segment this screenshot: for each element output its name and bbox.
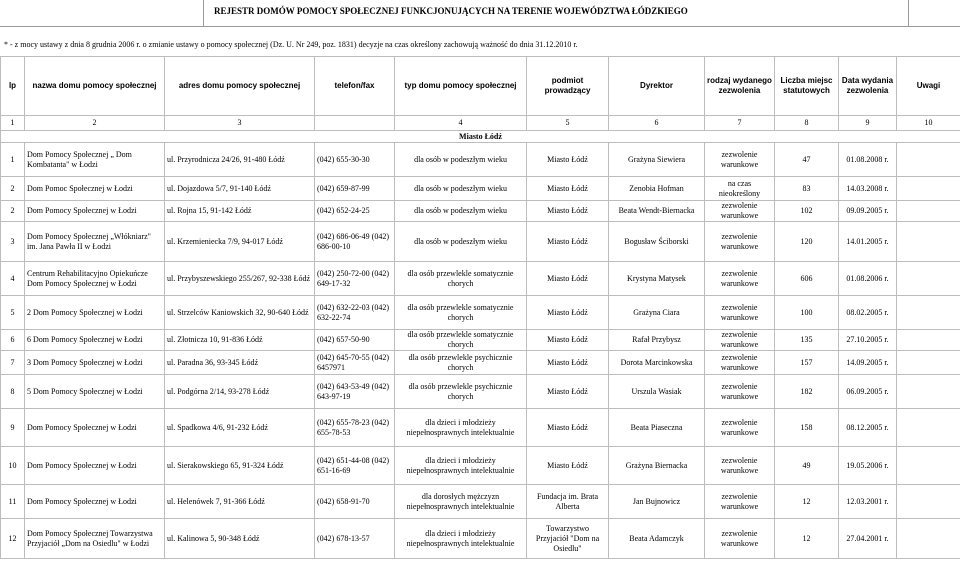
- row-type: dla osób przewlekle somatycznie chorych: [395, 330, 527, 351]
- row-remarks: [897, 519, 960, 559]
- row-type: dla dorosłych mężczyzn niepełnosprawnych intelektualnie: [395, 485, 527, 519]
- row-date: 19.05.2006 r.: [839, 447, 897, 485]
- column-number: 8: [775, 116, 839, 131]
- row-operator: Miasto Łódź: [527, 375, 609, 409]
- row-type: dla osób w podeszłym wieku: [395, 177, 527, 201]
- row-operator: Fundacja im. Brata Alberta: [527, 485, 609, 519]
- row-phone: (042) 655-78-23 (042) 655-78-53: [315, 409, 395, 447]
- row-name: Dom Pomocy Społecznej w Łodzi: [25, 485, 165, 519]
- row-address: ul. Złotnicza 10, 91-836 Łódź: [165, 330, 315, 351]
- row-director: Jan Bujnowicz: [609, 485, 705, 519]
- row-remarks: [897, 447, 960, 485]
- row-date: 27.04.2001 r.: [839, 519, 897, 559]
- row-date: 14.03.2008 r.: [839, 177, 897, 201]
- row-phone: (042) 686-06-49 (042) 686-00-10: [315, 222, 395, 262]
- row-lp: 9: [1, 409, 25, 447]
- row-lp: 3: [1, 222, 25, 262]
- legal-note: * - z mocy ustawy z dnia 8 grudnia 2006 r. o zmianie ustawy o pomocy społecznej (Dz. U. Nr 249, poz. 1831) decyzje na czas określony zachowują ważność do dnia 31.12.2010 r.: [4, 40, 578, 49]
- row-phone: (042) 643-53-49 (042) 643-97-19: [315, 375, 395, 409]
- row-director: Beata Adamczyk: [609, 519, 705, 559]
- row-address: ul. Rojna 15, 91-142 Łódź: [165, 201, 315, 222]
- row-date: 08.12.2005 r.: [839, 409, 897, 447]
- table-row: [1, 351, 960, 375]
- table-row: [1, 296, 960, 330]
- row-lp: 1: [1, 143, 25, 177]
- row-operator: Miasto Łódź: [527, 447, 609, 485]
- row-director: Dorota Marcinkowska: [609, 351, 705, 375]
- row-date: 01.08.2006 r.: [839, 262, 897, 296]
- row-date: 14.09.2005 r.: [839, 351, 897, 375]
- row-places: 102: [775, 201, 839, 222]
- row-permit: zezwolenie warunkowe: [705, 519, 775, 559]
- row-type: dla osób przewlekle somatycznie chorych: [395, 262, 527, 296]
- row-permit: zezwolenie warunkowe: [705, 351, 775, 375]
- column-number: 7: [705, 116, 775, 131]
- row-address: ul. Przyrodnicza 24/26, 91-480 Łódź: [165, 143, 315, 177]
- row-phone: (042) 645-70-55 (042) 6457971: [315, 351, 395, 375]
- row-phone: (042) 678-13-57: [315, 519, 395, 559]
- row-lp: 4: [1, 262, 25, 296]
- header-remarks: Uwagi: [897, 57, 960, 116]
- table-row: [1, 485, 960, 519]
- row-date: 08.02.2005 r.: [839, 296, 897, 330]
- row-name: Centrum Rehabilitacyjno Opiekuńcze Dom Pomocy Społecznej w Łodzi: [25, 262, 165, 296]
- row-name: 5 Dom Pomocy Społecznej w Łodzi: [25, 375, 165, 409]
- row-lp: 12: [1, 519, 25, 559]
- row-type: dla osób w podeszłym wieku: [395, 201, 527, 222]
- row-remarks: [897, 143, 960, 177]
- row-remarks: [897, 485, 960, 519]
- row-operator: Miasto Łódź: [527, 351, 609, 375]
- row-type: dla osób przewlekle somatycznie chorych: [395, 296, 527, 330]
- row-address: ul. Krzemieniecka 7/9, 94-017 Łódź: [165, 222, 315, 262]
- row-permit: zezwolenie warunkowe: [705, 296, 775, 330]
- row-type: dla osób przewlekle psychicznie chorych: [395, 375, 527, 409]
- row-type: dla osób w podeszłym wieku: [395, 222, 527, 262]
- row-name: Dom Pomocy Społecznej w Łodzi: [25, 201, 165, 222]
- row-operator: Miasto Łódź: [527, 262, 609, 296]
- row-remarks: [897, 351, 960, 375]
- row-remarks: [897, 201, 960, 222]
- row-phone: (042) 659-87-99: [315, 177, 395, 201]
- register-table: [0, 56, 960, 559]
- row-places: 135: [775, 330, 839, 351]
- register-title: REJESTR DOMÓW POMOCY SPOŁECZNEJ FUNKCJONUJĄCYCH NA TERENIE WOJEWÓDZTWA ŁÓDZKIEGO: [214, 6, 688, 16]
- row-lp: 10: [1, 447, 25, 485]
- row-director: Zenobia Hofman: [609, 177, 705, 201]
- row-operator: Miasto Łódź: [527, 222, 609, 262]
- column-number: 1: [1, 116, 25, 131]
- row-phone: (042) 658-91-70: [315, 485, 395, 519]
- row-address: ul. Helenówek 7, 91-366 Łódź: [165, 485, 315, 519]
- row-lp: 7: [1, 351, 25, 375]
- header-places: Liczba miejsc statutowych: [775, 57, 839, 116]
- header-permit-type: rodzaj wydanego zezwolenia: [705, 57, 775, 116]
- row-permit: zezwolenie warunkowe: [705, 375, 775, 409]
- table-row: [1, 409, 960, 447]
- city-heading: Miasto Łódź: [1, 131, 960, 143]
- row-places: 182: [775, 375, 839, 409]
- row-address: ul. Sierakowskiego 65, 91-324 Łódź: [165, 447, 315, 485]
- row-phone: (042) 632-22-03 (042) 632-22-74: [315, 296, 395, 330]
- table-row: [1, 222, 960, 262]
- header-address: adres domu pomocy społecznej: [165, 57, 315, 116]
- row-director: Beata Piaseczna: [609, 409, 705, 447]
- header-name: nazwa domu pomocy społecznej: [25, 57, 165, 116]
- row-director: Urszula Wasiak: [609, 375, 705, 409]
- row-places: 49: [775, 447, 839, 485]
- row-operator: Miasto Łódź: [527, 143, 609, 177]
- row-name: Dom Pomoc Społecznej w Łodzi: [25, 177, 165, 201]
- row-director: Grażyna Biernacka: [609, 447, 705, 485]
- row-phone: (042) 655-30-30: [315, 143, 395, 177]
- row-places: 83: [775, 177, 839, 201]
- column-number: 9: [839, 116, 897, 131]
- row-operator: Miasto Łódź: [527, 409, 609, 447]
- row-type: dla dzieci i młodzieży niepełnosprawnych intelektualnie: [395, 447, 527, 485]
- row-director: Rafał Przybysz: [609, 330, 705, 351]
- header-row: [1, 57, 960, 116]
- row-address: ul. Spadkowa 4/6, 91-232 Łódź: [165, 409, 315, 447]
- table-row: [1, 330, 960, 351]
- row-phone: (042) 652-24-25: [315, 201, 395, 222]
- row-type: dla osób w podeszłym wieku: [395, 143, 527, 177]
- table-row: [1, 375, 960, 409]
- row-address: ul. Podgórna 2/14, 93-278 Łódź: [165, 375, 315, 409]
- header-director: Dyrektor: [609, 57, 705, 116]
- row-date: 14.01.2005 r.: [839, 222, 897, 262]
- table-row: [1, 177, 960, 201]
- row-director: Grażyna Siewiera: [609, 143, 705, 177]
- row-date: 01.08.2008 r.: [839, 143, 897, 177]
- row-places: 100: [775, 296, 839, 330]
- row-lp: 8: [1, 375, 25, 409]
- row-lp: 2: [1, 177, 25, 201]
- row-type: dla dzieci i młodzieży niepełnosprawnych intelektualnie: [395, 409, 527, 447]
- column-number: 5: [527, 116, 609, 131]
- row-date: 06.09.2005 r.: [839, 375, 897, 409]
- row-places: 12: [775, 519, 839, 559]
- row-name: Dom Pomocy Społecznej „ Dom Kombatanta" w Łodzi: [25, 143, 165, 177]
- row-name: 3 Dom Pomocy Społecznej w Łodzi: [25, 351, 165, 375]
- row-remarks: [897, 375, 960, 409]
- column-number: 4: [395, 116, 527, 131]
- row-operator: Miasto Łódź: [527, 330, 609, 351]
- row-places: 158: [775, 409, 839, 447]
- header-date: Data wydania zezwolenia: [839, 57, 897, 116]
- row-remarks: [897, 177, 960, 201]
- header-phone: telefon/fax: [315, 57, 395, 116]
- column-number: 2: [25, 116, 165, 131]
- column-number-row: [1, 116, 960, 131]
- row-lp: 11: [1, 485, 25, 519]
- city-row: [1, 131, 960, 143]
- table-row: [1, 143, 960, 177]
- row-places: 120: [775, 222, 839, 262]
- row-phone: (042) 250-72-00 (042) 649-17-32: [315, 262, 395, 296]
- row-date: 12.03.2001 r.: [839, 485, 897, 519]
- row-type: dla dzieci i młodzieży niepełnosprawnych intelektualnie: [395, 519, 527, 559]
- row-director: Krystyna Matysek: [609, 262, 705, 296]
- row-permit: zezwolenie warunkowe: [705, 262, 775, 296]
- row-remarks: [897, 222, 960, 262]
- row-director: Bogusław Ściborski: [609, 222, 705, 262]
- row-name: Dom Pomocy Społecznej w Łodzi: [25, 447, 165, 485]
- row-lp: 5: [1, 296, 25, 330]
- row-operator: Towarzystwo Przyjaciół "Dom na Osiedlu": [527, 519, 609, 559]
- row-address: ul. Strzelców Kaniowskich 32, 90-640 Łódź: [165, 296, 315, 330]
- table-row: [1, 201, 960, 222]
- row-permit: zezwolenie warunkowe: [705, 409, 775, 447]
- row-name: Dom Pomocy Społecznej Towarzystwa Przyjaciół „Dom na Osiedlu" w Łodzi: [25, 519, 165, 559]
- row-name: 6 Dom Pomocy Społecznej w Łodzi: [25, 330, 165, 351]
- row-permit: zezwolenie warunkowe: [705, 485, 775, 519]
- row-operator: Miasto Łódź: [527, 201, 609, 222]
- row-address: ul. Paradna 36, 93-345 Łódź: [165, 351, 315, 375]
- table-row: [1, 262, 960, 296]
- table-row: [1, 519, 960, 559]
- row-places: 12: [775, 485, 839, 519]
- row-operator: Miasto Łódź: [527, 177, 609, 201]
- row-remarks: [897, 262, 960, 296]
- row-address: ul. Kalinowa 5, 90-348 Łódź: [165, 519, 315, 559]
- row-phone: (042) 651-44-08 (042) 651-16-69: [315, 447, 395, 485]
- row-date: 09.09.2005 r.: [839, 201, 897, 222]
- row-permit: zezwolenie warunkowe: [705, 447, 775, 485]
- row-places: 47: [775, 143, 839, 177]
- row-places: 157: [775, 351, 839, 375]
- row-remarks: [897, 409, 960, 447]
- row-director: Beata Wendt-Biernacka: [609, 201, 705, 222]
- row-address: ul. Przybyszewskiego 255/267, 92-338 Łódź: [165, 262, 315, 296]
- header-type: typ domu pomocy społecznej: [395, 57, 527, 116]
- row-operator: Miasto Łódź: [527, 296, 609, 330]
- register-rows: [1, 143, 960, 559]
- row-places: 606: [775, 262, 839, 296]
- column-number: [315, 116, 395, 131]
- row-phone: (042) 657-50-90: [315, 330, 395, 351]
- row-remarks: [897, 330, 960, 351]
- row-lp: 6: [1, 330, 25, 351]
- row-address: ul. Dojazdowa 5/7, 91-140 Łódź: [165, 177, 315, 201]
- row-remarks: [897, 296, 960, 330]
- row-permit: zezwolenie warunkowe: [705, 330, 775, 351]
- row-date: 27.10.2005 r.: [839, 330, 897, 351]
- row-permit: zezwolenie warunkowe: [705, 222, 775, 262]
- header-operator: podmiot prowadzący: [527, 57, 609, 116]
- column-number: 10: [897, 116, 960, 131]
- row-name: Dom Pomocy Społecznej „Włókniarz" im. Jana Pawła II w Łodzi: [25, 222, 165, 262]
- row-type: dla osób przewlekle psychicznie chorych: [395, 351, 527, 375]
- row-permit: zezwolenie warunkowe: [705, 201, 775, 222]
- header-lp: lp: [1, 57, 25, 116]
- column-number: 6: [609, 116, 705, 131]
- row-name: Dom Pomocy Społecznej w Łodzi: [25, 409, 165, 447]
- row-permit: zezwolenie warunkowe: [705, 143, 775, 177]
- row-name: 2 Dom Pomocy Społecznej w Łodzi: [25, 296, 165, 330]
- row-director: Grażyna Ciara: [609, 296, 705, 330]
- column-number: 3: [165, 116, 315, 131]
- row-permit: na czas nieokreślony: [705, 177, 775, 201]
- table-row: [1, 447, 960, 485]
- row-lp: 2: [1, 201, 25, 222]
